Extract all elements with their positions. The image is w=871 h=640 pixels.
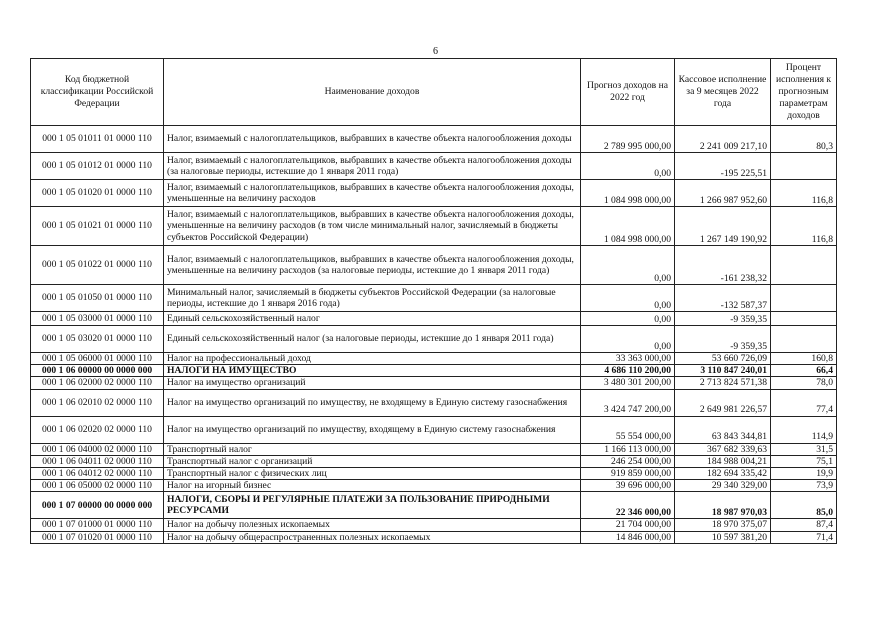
table-row [31, 416, 837, 443]
table-row [31, 455, 837, 467]
table-row [31, 246, 837, 285]
row-executed: -132 587,37 [675, 285, 771, 312]
row-executed: 18 987 970,03 [675, 492, 771, 519]
row-percent [771, 246, 837, 285]
row-executed: -195 225,51 [675, 153, 771, 180]
row-forecast: 3 424 747 200,00 [581, 389, 675, 416]
row-name: Налог, взимаемый с налогоплательщиков, выбравших в качестве объекта налогообложения доходы, уменьшенные на величину расходов (за налоговые периоды, истекшие до 1 января 2011 года) [164, 246, 581, 285]
row-percent: 85,0 [771, 492, 837, 519]
row-code: 000 1 05 01011 01 0000 110 [31, 126, 164, 153]
row-code: 000 1 07 01000 01 0000 110 [31, 519, 164, 531]
row-percent [771, 153, 837, 180]
row-percent [771, 285, 837, 312]
table-row [31, 207, 837, 246]
header-name: Наименование доходов [164, 59, 581, 126]
row-percent: 160,8 [771, 353, 837, 365]
row-forecast: 21 704 000,00 [581, 519, 675, 531]
row-forecast: 0,00 [581, 153, 675, 180]
row-name: Транспортный налог [164, 443, 581, 455]
row-code: 000 1 05 06000 01 0000 110 [31, 353, 164, 365]
row-percent [771, 312, 837, 326]
table-row [31, 531, 837, 543]
row-executed: 10 597 381,20 [675, 531, 771, 543]
row-executed: 53 660 726,09 [675, 353, 771, 365]
header-code: Код бюджетной классификации Российской Федерации [31, 59, 164, 126]
row-name: НАЛОГИ, СБОРЫ И РЕГУЛЯРНЫЕ ПЛАТЕЖИ ЗА ПОЛЬЗОВАНИЕ ПРИРОДНЫМИ РЕСУРСАМИ [164, 492, 581, 519]
row-code: 000 1 05 01050 01 0000 110 [31, 285, 164, 312]
row-name: Налог, взимаемый с налогоплательщиков, выбравших в качестве объекта налогообложения доходы (за налоговые периоды, истекшие до 1 января 2011 года) [164, 153, 581, 180]
table-row [31, 389, 837, 416]
row-name: Транспортный налог с организаций [164, 455, 581, 467]
row-forecast: 0,00 [581, 326, 675, 353]
row-percent: 31,5 [771, 443, 837, 455]
row-forecast: 919 859 000,00 [581, 468, 675, 480]
row-percent: 75,1 [771, 455, 837, 467]
row-percent: 66,4 [771, 365, 837, 377]
table-row [31, 519, 837, 531]
row-name: Налог на имущество организаций по имуществу, не входящему в Единую систему газоснабжения [164, 389, 581, 416]
row-name: Налог на профессиональный доход [164, 353, 581, 365]
row-code: 000 1 05 03000 01 0000 110 [31, 312, 164, 326]
row-forecast: 1 166 113 000,00 [581, 443, 675, 455]
row-name: Единый сельскохозяйственный налог (за налоговые периоды, истекшие до 1 января 2011 года) [164, 326, 581, 353]
row-percent: 19,9 [771, 468, 837, 480]
row-code: 000 1 07 00000 00 0000 000 [31, 492, 164, 519]
row-forecast: 2 789 995 000,00 [581, 126, 675, 153]
row-forecast: 1 084 998 000,00 [581, 180, 675, 207]
row-forecast: 14 846 000,00 [581, 531, 675, 543]
row-code: 000 1 05 01021 01 0000 110 [31, 207, 164, 246]
row-forecast: 22 346 000,00 [581, 492, 675, 519]
page-number: 6 [433, 46, 438, 57]
row-name: НАЛОГИ НА ИМУЩЕСТВО [164, 365, 581, 377]
table-row [31, 285, 837, 312]
row-code: 000 1 06 02010 02 0000 110 [31, 389, 164, 416]
row-code: 000 1 06 02000 02 0000 110 [31, 377, 164, 389]
row-name: Налог на добычу общераспространенных полезных ископаемых [164, 531, 581, 543]
row-executed: 18 970 375,07 [675, 519, 771, 531]
row-forecast: 4 686 110 200,00 [581, 365, 675, 377]
row-name: Налог, взимаемый с налогоплательщиков, выбравших в качестве объекта налогообложения доходы, уменьшенные на величину расходов [164, 180, 581, 207]
row-percent: 87,4 [771, 519, 837, 531]
row-code: 000 1 06 00000 00 0000 000 [31, 365, 164, 377]
row-name: Налог, взимаемый с налогоплательщиков, выбравших в качестве объекта налогообложения доходы [164, 126, 581, 153]
header-forecast: Прогноз доходов на 2022 год [581, 59, 675, 126]
row-name: Минимальный налог, зачисляемый в бюджеты субъектов Российской Федерации (за налоговые периоды, истекшие до 1 января 2016 года) [164, 285, 581, 312]
row-name: Налог на имущество организаций [164, 377, 581, 389]
row-executed: 2 649 981 226,57 [675, 389, 771, 416]
table-row [31, 353, 837, 365]
row-code: 000 1 06 05000 02 0000 110 [31, 480, 164, 492]
row-executed: 2 241 009 217,10 [675, 126, 771, 153]
row-name: Единый сельскохозяйственный налог [164, 312, 581, 326]
table-row [31, 492, 837, 519]
row-executed: 184 988 004,21 [675, 455, 771, 467]
table-row [31, 365, 837, 377]
header-executed: Кассовое исполнение за 9 месяцев 2022 года [675, 59, 771, 126]
row-percent: 116,8 [771, 207, 837, 246]
row-executed: 1 266 987 952,60 [675, 180, 771, 207]
row-percent: 78,0 [771, 377, 837, 389]
table-row [31, 126, 837, 153]
row-code: 000 1 05 03020 01 0000 110 [31, 326, 164, 353]
row-percent [771, 326, 837, 353]
table-row [31, 180, 837, 207]
row-forecast: 33 363 000,00 [581, 353, 675, 365]
row-percent: 114,9 [771, 416, 837, 443]
row-executed: 3 110 847 240,01 [675, 365, 771, 377]
row-code: 000 1 06 04012 02 0000 110 [31, 468, 164, 480]
row-percent: 77,4 [771, 389, 837, 416]
header-percent: Процент исполнения к прогнозным параметрам доходов [771, 59, 837, 126]
row-forecast: 0,00 [581, 246, 675, 285]
row-name: Налог на добычу полезных ископаемых [164, 519, 581, 531]
row-executed: 182 694 335,42 [675, 468, 771, 480]
row-code: 000 1 05 01020 01 0000 110 [31, 180, 164, 207]
row-percent: 116,8 [771, 180, 837, 207]
row-code: 000 1 06 02020 02 0000 110 [31, 416, 164, 443]
row-forecast: 0,00 [581, 312, 675, 326]
row-name: Налог на игорный бизнес [164, 480, 581, 492]
revenue-table [30, 58, 837, 544]
row-percent: 71,4 [771, 531, 837, 543]
row-executed: 367 682 339,63 [675, 443, 771, 455]
row-forecast: 55 554 000,00 [581, 416, 675, 443]
row-forecast: 1 084 998 000,00 [581, 207, 675, 246]
row-name: Налог, взимаемый с налогоплательщиков, выбравших в качестве объекта налогообложения доходы, уменьшенные на величину расходов (в том числе минимальный налог, зачисляемый в бюджеты субъектов Российской Федерации) [164, 207, 581, 246]
table-row [31, 443, 837, 455]
table-row [31, 153, 837, 180]
row-name: Налог на имущество организаций по имуществу, входящему в Единую систему газоснабжения [164, 416, 581, 443]
row-forecast: 0,00 [581, 285, 675, 312]
row-code: 000 1 06 04011 02 0000 110 [31, 455, 164, 467]
table-row [31, 377, 837, 389]
row-forecast: 39 696 000,00 [581, 480, 675, 492]
table-row [31, 312, 837, 326]
table-row [31, 480, 837, 492]
row-executed: 63 843 344,81 [675, 416, 771, 443]
row-forecast: 246 254 000,00 [581, 455, 675, 467]
row-code: 000 1 06 04000 02 0000 110 [31, 443, 164, 455]
table-header-row [31, 59, 837, 126]
row-executed: 2 713 824 571,38 [675, 377, 771, 389]
row-executed: -161 238,32 [675, 246, 771, 285]
row-executed: 1 267 149 190,92 [675, 207, 771, 246]
row-forecast: 3 480 301 200,00 [581, 377, 675, 389]
row-executed: 29 340 329,00 [675, 480, 771, 492]
row-code: 000 1 05 01012 01 0000 110 [31, 153, 164, 180]
row-code: 000 1 05 01022 01 0000 110 [31, 246, 164, 285]
row-percent: 73,9 [771, 480, 837, 492]
row-executed: -9 359,35 [675, 312, 771, 326]
row-percent: 80,3 [771, 126, 837, 153]
row-executed: -9 359,35 [675, 326, 771, 353]
table-row [31, 326, 837, 353]
row-code: 000 1 07 01020 01 0000 110 [31, 531, 164, 543]
row-name: Транспортный налог с физических лиц [164, 468, 581, 480]
table-row [31, 468, 837, 480]
